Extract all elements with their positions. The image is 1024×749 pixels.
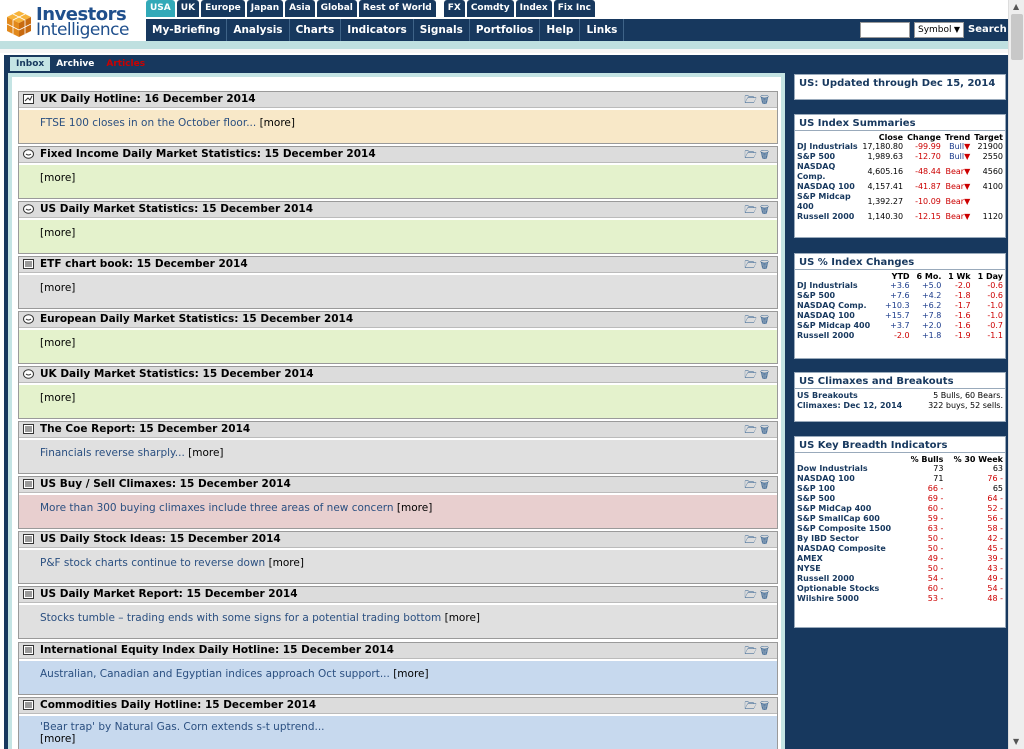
climaxes-box xyxy=(794,372,1006,422)
message-title[interactable]: US Daily Market Statistics: 15 December 2014 xyxy=(40,203,314,215)
index-summaries-box xyxy=(794,114,1006,238)
tab-comdty[interactable]: Comdty xyxy=(467,0,514,17)
message-title[interactable]: Fixed Income Daily Market Statistics: 15 December 2014 xyxy=(40,148,376,160)
symbol-select-value: Symbol xyxy=(918,25,952,35)
nav-analysis[interactable]: Analysis xyxy=(227,19,289,41)
table-row: NASDAQ Comp. 4,605.16 -48.44 Bear▼ 4560 xyxy=(797,162,1003,181)
table-row: S&P 500 1,989.63 -12.70 Bull▼ 2550 xyxy=(797,152,1003,161)
table-row: S&P Midcap 400 1,392.27 -10.09 Bear▼ xyxy=(797,192,971,211)
tab-articles[interactable]: Articles xyxy=(106,59,146,69)
trash-icon[interactable]: 🗑 xyxy=(759,425,769,436)
message-title[interactable]: International Equity Index Daily Hotline: 15 December 2014 xyxy=(40,644,394,656)
trash-icon[interactable]: 🗑 xyxy=(759,480,769,491)
sub-tabs xyxy=(10,57,151,71)
message-title[interactable]: ETF chart book: 15 December 2014 xyxy=(40,258,248,270)
statistics-icon xyxy=(23,314,34,324)
message-summary: 'Bear trap' by Natural Gas. Corn extends s-t uptrend... xyxy=(40,721,325,733)
document-icon xyxy=(23,589,34,599)
table-row: US Breakouts 5 Bulls, 60 Bears. xyxy=(797,391,1003,400)
nav-charts[interactable]: Charts xyxy=(290,19,342,41)
table-row: NASDAQ 100 71 76 - xyxy=(797,474,1003,483)
header-divider xyxy=(0,49,1008,53)
folder-icon[interactable]: 🗁 xyxy=(744,480,757,491)
table-row: DJ Industrials 17,180.80 -99.99 Bull▼ 21900 xyxy=(797,142,1003,151)
table-row: NASDAQ Comp. +10.3 +6.2 -1.7 -1.0 xyxy=(797,301,1003,310)
table-row: Climaxes: Dec 12, 2014 322 buys, 52 sells. xyxy=(797,401,1003,410)
document-icon xyxy=(23,645,34,655)
down-triangle-icon: ▼ xyxy=(964,212,971,221)
table-row: Russell 2000 -2.0 +1.8 -1.9 -1.1 xyxy=(797,331,1003,340)
message-summary: More than 300 buying climaxes include three areas of new concern xyxy=(40,502,394,514)
statistics-icon xyxy=(23,204,34,214)
main-nav xyxy=(146,19,1008,41)
table-row: By IBD Sector 50 - 42 - xyxy=(797,534,1003,543)
statistics-icon xyxy=(23,149,34,159)
statistics-icon xyxy=(23,369,34,379)
table-row: NASDAQ Composite 50 - 45 - xyxy=(797,544,1003,553)
table-row: DJ Industrials +3.6 +5.0 -2.0 -0.6 xyxy=(797,281,1003,290)
tab-global[interactable]: Global xyxy=(317,0,357,17)
nav-indicators[interactable]: Indicators xyxy=(341,19,413,41)
tab-archive[interactable]: Archive xyxy=(56,59,95,69)
updated-box xyxy=(794,74,1006,100)
search-input[interactable] xyxy=(860,22,910,38)
message-item[interactable] xyxy=(18,421,778,474)
message-summary: Australian, Canadian and Egyptian indices approach Oct support... xyxy=(40,668,390,680)
trash-icon[interactable]: 🗑 xyxy=(759,535,769,546)
nav-portfolios[interactable]: Portfolios xyxy=(470,19,541,41)
message-item[interactable] xyxy=(18,476,778,529)
nav-links[interactable]: Links xyxy=(580,19,624,41)
folder-icon[interactable]: 🗁 xyxy=(744,701,757,712)
table-row: S&P Midcap 400 +3.7 +2.0 -1.6 -0.7 xyxy=(797,321,1003,330)
tab-inbox[interactable]: Inbox xyxy=(10,57,50,71)
tab-usa[interactable]: USA xyxy=(146,0,175,17)
tab-rest-of-world[interactable]: Rest of World xyxy=(359,0,436,17)
logo-line1: Investors xyxy=(36,4,127,25)
tab-asia[interactable]: Asia xyxy=(285,0,314,17)
trash-icon[interactable]: 🗑 xyxy=(759,701,769,712)
logo[interactable] xyxy=(4,2,144,42)
tab-uk[interactable]: UK xyxy=(177,0,199,17)
trash-icon[interactable]: 🗑 xyxy=(759,260,769,271)
table-row: Russell 2000 54 - 49 - xyxy=(797,574,1003,583)
scroll-down-icon[interactable]: ▼ xyxy=(1013,737,1020,746)
climaxes-table xyxy=(795,391,1005,411)
chart-icon xyxy=(23,94,34,104)
pct-changes-table: YTD 6 Mo. 1 Wk 1 Day DJ Industrials +3.6 +5.0 -2.0 -0.6 S&P 500 +7.6 +4.2 -1.8 -0.6 NASDAQ Comp. +10.3 +6.2 -1.7 -1.0 NASDAQ 100 +15.7 +7.8 -1.6 -1.0 S&P Midcap 400 +3.7 +2.0 -1.6 -0.7 Russell 2000 -2.0 +1.8 -1.9 -1.1 xyxy=(797,272,1003,340)
table-row: AMEX 49 - 39 - xyxy=(797,554,1003,563)
message-title[interactable]: US Daily Market Report: 15 December 2014 xyxy=(40,588,298,600)
updated-text: US: Updated through Dec 15, 2014 xyxy=(799,78,996,89)
trash-icon[interactable]: 🗑 xyxy=(759,590,769,601)
cube-logo-icon xyxy=(6,10,32,38)
table-row: Dow Industrials 73 63 xyxy=(797,464,1003,473)
table-row: S&P SmallCap 600 59 - 56 - xyxy=(797,514,1003,523)
logo-line2: Intelligence xyxy=(36,20,129,40)
message-title[interactable]: US Buy / Sell Climaxes: 15 December 2014 xyxy=(40,478,291,490)
column-header: Close xyxy=(878,133,904,142)
inbox-list xyxy=(12,77,781,749)
down-triangle-icon: ▼ xyxy=(964,197,971,206)
trash-icon[interactable]: 🗑 xyxy=(759,315,769,326)
message-summary: P&F stock charts continue to reverse down xyxy=(40,557,266,569)
trash-icon[interactable]: 🗑 xyxy=(759,370,769,381)
pct-changes-title: US % Index Changes xyxy=(795,254,1005,270)
more-link[interactable]: [more] xyxy=(40,337,76,349)
more-link[interactable]: [more] xyxy=(444,612,481,624)
search-button[interactable]: Search xyxy=(968,24,1007,35)
message-item[interactable] xyxy=(18,91,778,144)
document-icon xyxy=(23,424,34,434)
message-item[interactable] xyxy=(18,586,778,639)
down-triangle-icon: ▼ xyxy=(964,167,971,176)
breadth-title: US Key Breadth Indicators xyxy=(795,437,1005,453)
message-title[interactable]: UK Daily Market Statistics: 15 December 2014 xyxy=(40,368,314,380)
index-summaries-table xyxy=(795,133,1005,222)
table-row: S&P MidCap 400 60 - 52 - xyxy=(797,504,1003,513)
table-row: S&P 100 66 - 65 xyxy=(797,484,1003,493)
message-title[interactable]: US Daily Stock Ideas: 15 December 2014 xyxy=(40,533,281,545)
folder-icon[interactable]: 🗁 xyxy=(744,95,757,106)
more-link[interactable]: [more] xyxy=(40,392,76,404)
more-link[interactable]: [more] xyxy=(396,502,433,514)
message-item[interactable] xyxy=(18,642,778,695)
folder-icon[interactable]: 🗁 xyxy=(744,205,757,216)
more-link[interactable]: [more] xyxy=(188,447,224,459)
pct-changes-box xyxy=(794,253,1006,359)
more-link[interactable]: [more] xyxy=(40,172,76,184)
more-link[interactable]: [more] xyxy=(40,282,76,294)
folder-icon[interactable]: 🗁 xyxy=(744,150,757,161)
inbox-panel xyxy=(8,73,785,749)
message-item[interactable] xyxy=(18,146,778,199)
table-row: Optionable Stocks 60 - 54 - xyxy=(797,584,1003,593)
document-icon xyxy=(23,259,34,269)
folder-icon[interactable]: 🗁 xyxy=(744,315,757,326)
message-summary: Financials reverse sharply... xyxy=(40,447,185,459)
message-item[interactable] xyxy=(18,697,778,749)
table-row: S&P 500 +7.6 +4.2 -1.8 -0.6 xyxy=(797,291,1003,300)
scroll-thumb[interactable] xyxy=(1011,14,1023,60)
document-icon xyxy=(23,479,34,489)
tab-index[interactable]: Index xyxy=(516,0,552,17)
tab-fx[interactable]: FX xyxy=(444,0,465,17)
trash-icon[interactable]: 🗑 xyxy=(759,205,769,216)
table-row: Russell 2000 1,140.30 -12.15 Bear▼ 1120 xyxy=(797,212,1003,221)
trash-icon[interactable]: 🗑 xyxy=(759,150,769,161)
header-band xyxy=(0,41,1008,49)
climaxes-title: US Climaxes and Breakouts xyxy=(795,373,1005,389)
nav-help[interactable]: Help xyxy=(540,19,580,41)
folder-icon[interactable]: 🗁 xyxy=(744,425,757,436)
column-header: Target xyxy=(974,133,1003,142)
table-row: NYSE 50 - 43 - xyxy=(797,564,1003,573)
breadth-table: % Bulls % 30 Week Dow Industrials 73 63 NASDAQ 100 71 76 - S&P 100 66 - 65 S&P 500 69 - 64 - S&P MidCap 400 60 - 52 - S&P SmallCap 600 59 - 56 - S&P Composite 1500 63 - 58 - By IBD Sector 50 - 42 - NASDAQ Composite 50 - 45 - AMEX 49 - 39 - NYSE 50 - 43 - Russell 2000 54 - 49 - Optionable Stocks 60 - 54 - Wilshire 5000 53 - 48 - xyxy=(797,455,1003,603)
trash-icon[interactable]: 🗑 xyxy=(759,95,769,106)
message-item[interactable] xyxy=(18,256,778,309)
message-summary: Stocks tumble – trading ends with some signs for a potential trading bottom xyxy=(40,612,442,624)
message-item[interactable] xyxy=(18,201,778,254)
message-item[interactable] xyxy=(18,531,778,584)
message-title[interactable]: UK Daily Hotline: 16 December 2014 xyxy=(40,93,256,105)
table-row: S&P Composite 1500 63 - 58 - xyxy=(797,524,1003,533)
chevron-down-icon: ▼ xyxy=(953,25,960,34)
nav-signals[interactable]: Signals xyxy=(414,19,470,41)
tab-europe[interactable]: Europe xyxy=(201,0,245,17)
message-item[interactable] xyxy=(18,311,778,364)
table-row: S&P 500 69 - 64 - xyxy=(797,494,1003,503)
scroll-up-icon[interactable]: ▲ xyxy=(1013,2,1020,11)
column-header: Trend xyxy=(944,133,971,142)
table-row: NASDAQ 100 +15.7 +7.8 -1.6 -1.0 xyxy=(797,311,1003,320)
message-title[interactable]: European Daily Market Statistics: 15 December 2014 xyxy=(40,313,354,325)
more-link[interactable]: [more] xyxy=(40,733,76,745)
folder-icon[interactable]: 🗁 xyxy=(744,646,757,657)
more-link[interactable]: [more] xyxy=(268,557,304,569)
message-title[interactable]: Commodities Daily Hotline: 15 December 2014 xyxy=(40,699,317,711)
more-link[interactable]: [more] xyxy=(393,668,429,680)
down-triangle-icon: ▼ xyxy=(964,142,971,151)
table-row: NASDAQ 100 4,157.41 -41.87 Bear▼ 4100 xyxy=(797,182,1003,191)
folder-icon[interactable]: 🗁 xyxy=(744,370,757,381)
message-summary: FTSE 100 closes in on the October floor... xyxy=(40,117,257,129)
table-row: Wilshire 5000 53 - 48 - xyxy=(797,594,1003,603)
more-link[interactable]: [more] xyxy=(259,117,295,129)
index-summaries-title: US Index Summaries xyxy=(795,115,1005,131)
nav-my-briefing[interactable]: My-Briefing xyxy=(146,19,227,41)
trash-icon[interactable]: 🗑 xyxy=(759,646,769,657)
breadth-box xyxy=(794,436,1006,628)
page-scrollbar[interactable] xyxy=(1008,0,1024,749)
document-icon xyxy=(23,534,34,544)
tab-japan[interactable]: Japan xyxy=(247,0,283,17)
down-triangle-icon: ▼ xyxy=(964,152,971,161)
down-triangle-icon: ▼ xyxy=(964,182,971,191)
column-header: Change xyxy=(907,133,941,142)
message-title[interactable]: The Coe Report: 15 December 2014 xyxy=(40,423,251,435)
more-link[interactable]: [more] xyxy=(40,227,76,239)
symbol-select[interactable] xyxy=(914,22,964,38)
folder-icon[interactable]: 🗁 xyxy=(744,260,757,271)
folder-icon[interactable]: 🗁 xyxy=(744,535,757,546)
document-icon xyxy=(23,700,34,710)
market-tabs xyxy=(146,0,597,17)
message-item[interactable] xyxy=(18,366,778,419)
tab-fix-inc[interactable]: Fix Inc xyxy=(554,0,595,17)
folder-icon[interactable]: 🗁 xyxy=(744,590,757,601)
content-area xyxy=(4,55,1008,749)
header xyxy=(0,0,1008,48)
